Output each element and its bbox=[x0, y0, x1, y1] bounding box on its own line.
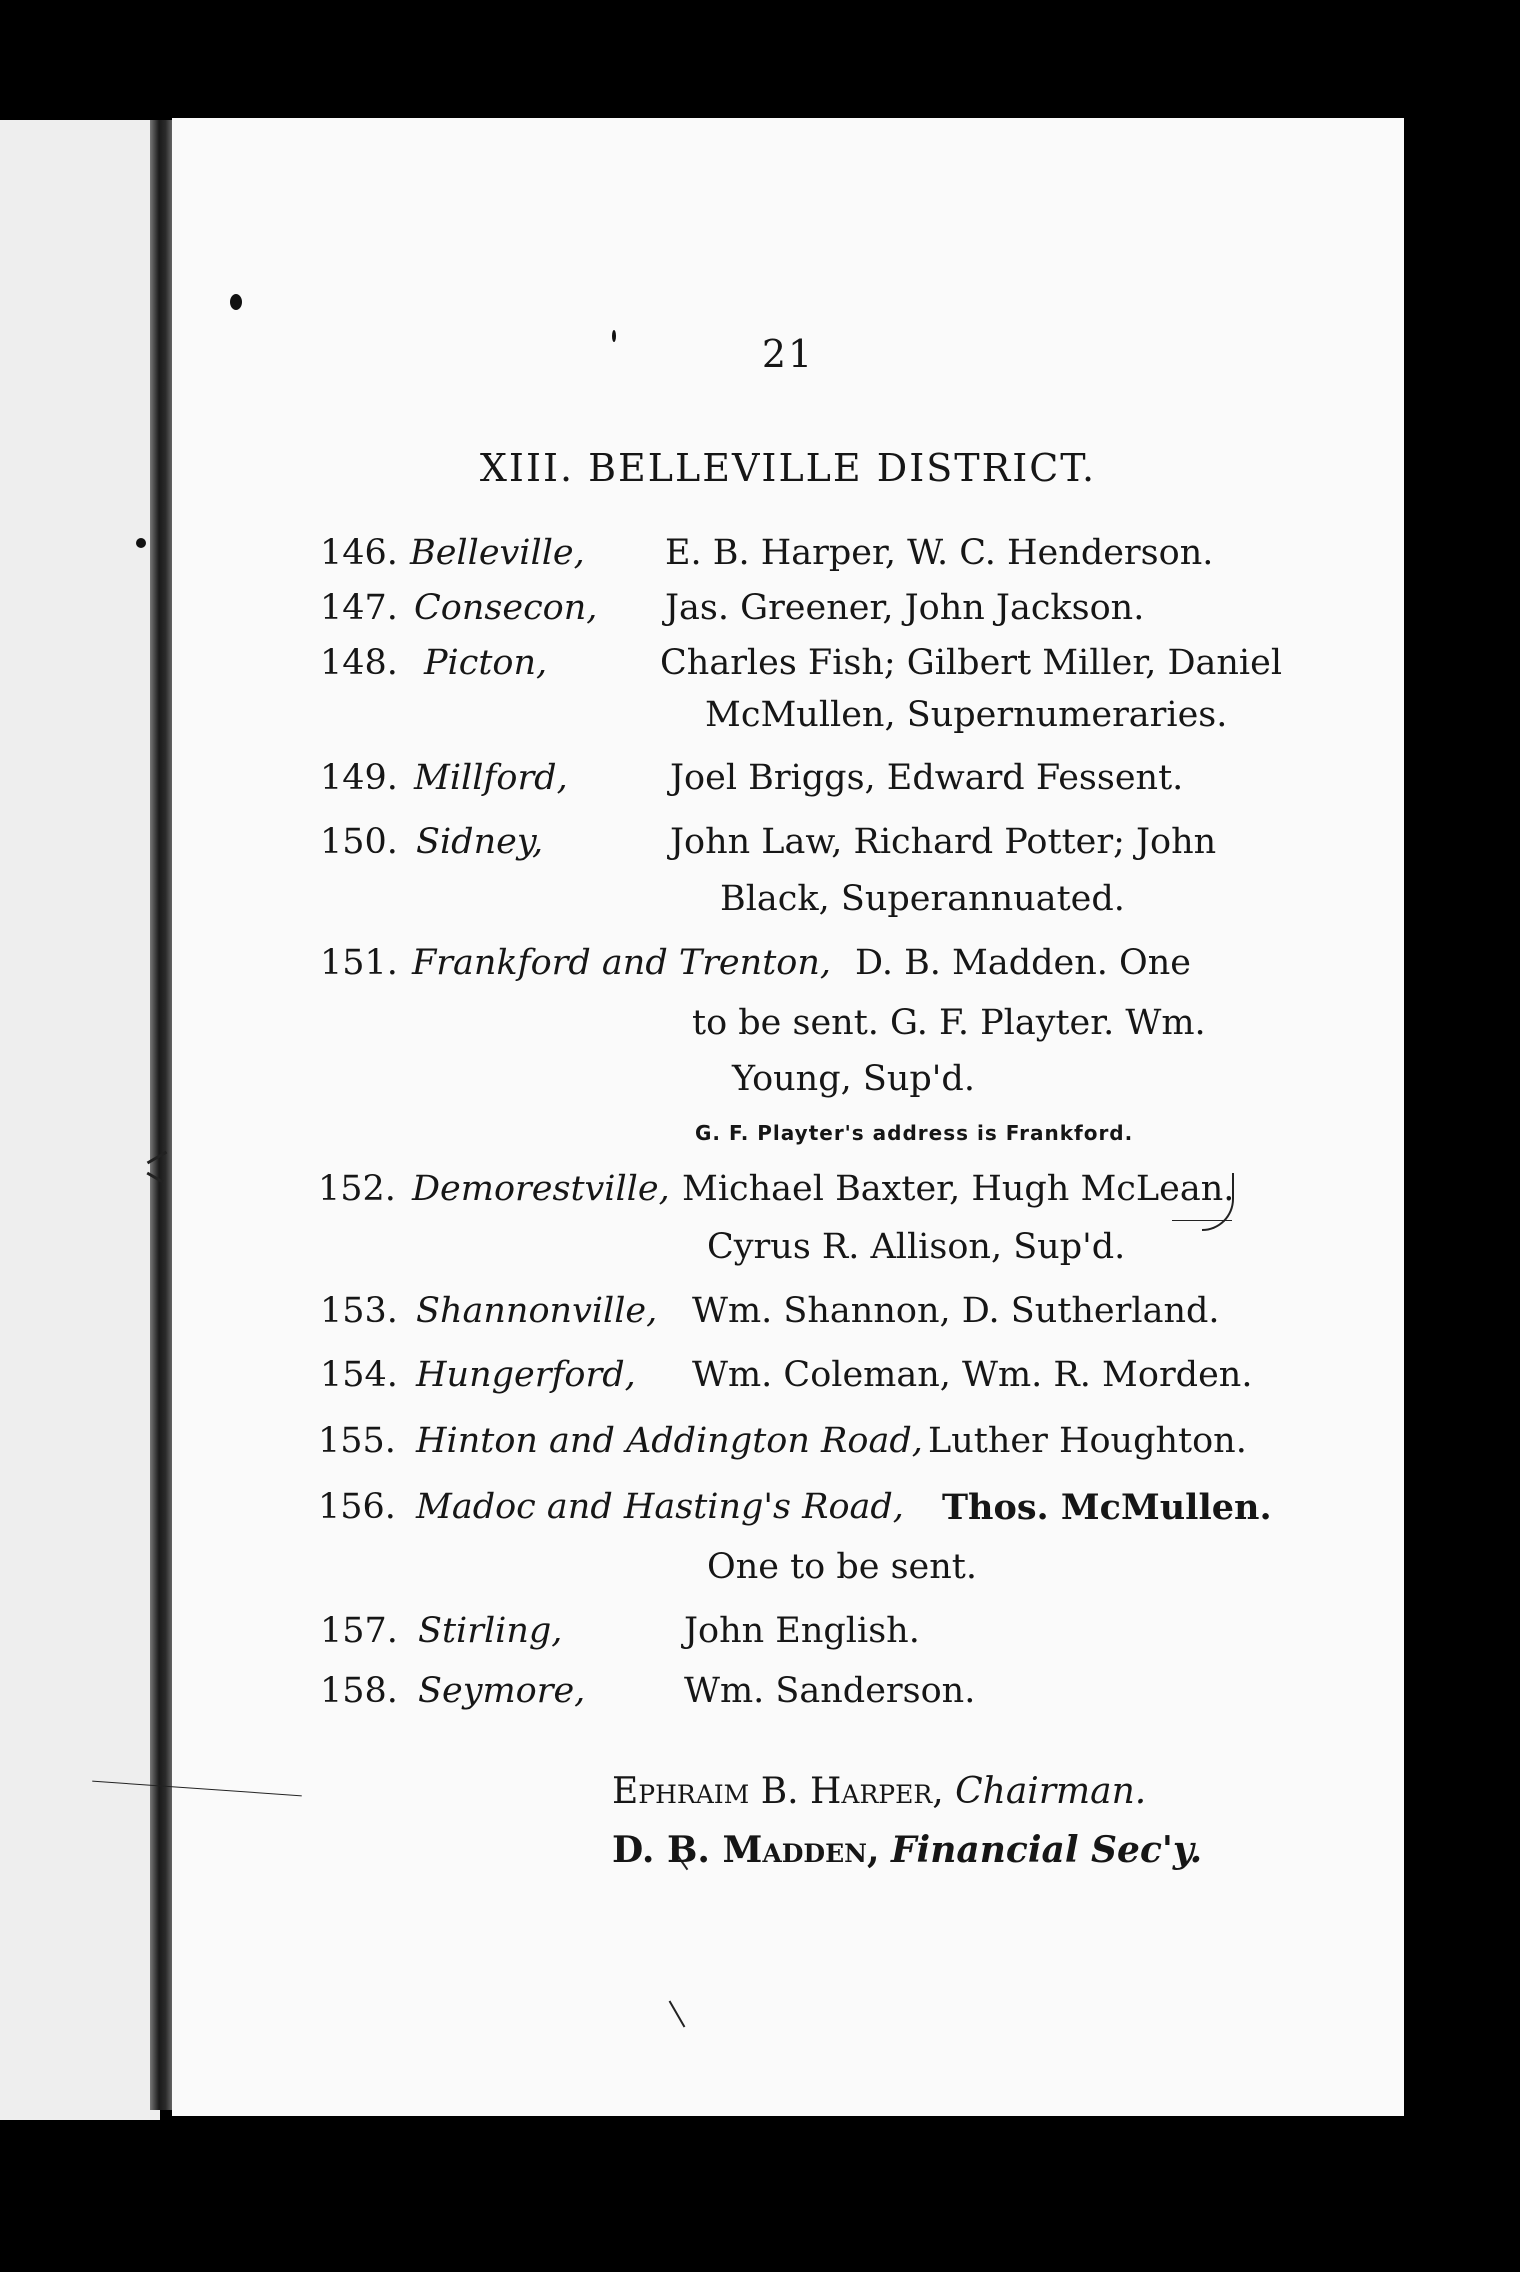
entry-ministers: D. B. Madden. One bbox=[855, 943, 1192, 983]
signature-name: Ephraim B. Harper, bbox=[612, 1771, 944, 1812]
entry-number: 148. bbox=[320, 643, 398, 683]
entry-number: 154. bbox=[320, 1355, 398, 1395]
entry-place: Hungerford, bbox=[416, 1355, 636, 1395]
entry-place: Picton, bbox=[424, 643, 548, 683]
page-number: 21 bbox=[761, 332, 815, 376]
entry-continuation: Black, Superannuated. bbox=[720, 879, 1125, 919]
entry-number: 153. bbox=[320, 1291, 398, 1331]
entry-number: 151. bbox=[320, 943, 398, 983]
entry-continuation: to be sent. G. F. Playter. Wm. bbox=[692, 1003, 1206, 1043]
district-heading: XIII. BELLEVILLE DISTRICT. bbox=[479, 446, 1097, 490]
entry-ministers: Joel Briggs, Edward Fessent. bbox=[670, 758, 1184, 798]
entry-place: Hinton and Addington Road, bbox=[416, 1421, 923, 1461]
book-page bbox=[172, 118, 1404, 2116]
ink-spot bbox=[230, 294, 242, 310]
entry-place: Millford, bbox=[414, 758, 568, 798]
entry-continuation: Young, Sup'd. bbox=[732, 1059, 975, 1099]
facing-page bbox=[0, 120, 160, 2120]
pencil-mark bbox=[669, 2001, 686, 2028]
entry-ministers: Wm. Shannon, D. Sutherland. bbox=[692, 1291, 1220, 1331]
entry-place: Demorestville, bbox=[412, 1169, 670, 1209]
entry-place: Shannonville, bbox=[416, 1291, 658, 1331]
entry-continuation: McMullen, Supernumeraries. bbox=[705, 695, 1228, 735]
entry-ministers: John English. bbox=[684, 1611, 920, 1651]
entry-number: 157. bbox=[320, 1611, 398, 1651]
entry-ministers: E. B. Harper, W. C. Henderson. bbox=[665, 533, 1214, 573]
entry-place: Madoc and Hasting's Road, bbox=[416, 1487, 904, 1527]
entry-place: Sidney, bbox=[416, 822, 544, 862]
entry-place: Stirling, bbox=[418, 1611, 563, 1651]
signature-chairman bbox=[612, 1771, 1147, 1812]
entry-number: 150. bbox=[320, 822, 398, 862]
entry-place: Frankford and Trenton, bbox=[412, 943, 831, 983]
entry-ministers: John Law, Richard Potter; John bbox=[670, 822, 1217, 862]
signature-title: Chairman. bbox=[955, 1771, 1147, 1812]
signature-name: D. B. Madden, bbox=[612, 1829, 880, 1871]
signature-title: Financial Sec'y. bbox=[891, 1829, 1203, 1871]
entry-continuation: One to be sent. bbox=[707, 1547, 977, 1587]
entry-continuation: Cyrus R. Allison, Sup'd. bbox=[707, 1227, 1126, 1267]
entry-ministers: Wm. Sanderson. bbox=[684, 1671, 976, 1711]
entry-ministers: Wm. Coleman, Wm. R. Morden. bbox=[692, 1355, 1253, 1395]
entry-number: 152. bbox=[318, 1169, 396, 1209]
entry-number: 146. bbox=[320, 533, 398, 573]
entry-place: Consecon, bbox=[414, 588, 598, 628]
entry-ministers: Jas. Greener, John Jackson. bbox=[665, 588, 1145, 628]
entry-number: 149. bbox=[320, 758, 398, 798]
signature-secretary bbox=[612, 1829, 1203, 1871]
entry-note: G. F. Playter's address is Frankford. bbox=[695, 1121, 1134, 1145]
pencil-line bbox=[1172, 1220, 1232, 1221]
ink-spot bbox=[136, 538, 146, 548]
entry-number: 156. bbox=[318, 1487, 396, 1527]
entry-place: Belleville, bbox=[410, 533, 585, 573]
entry-number: 158. bbox=[320, 1671, 398, 1711]
entry-number: 147. bbox=[320, 588, 398, 628]
entry-ministers: Charles Fish; Gilbert Miller, Daniel bbox=[660, 643, 1283, 683]
entry-ministers: Luther Houghton. bbox=[928, 1421, 1247, 1461]
entry-place: Seymore, bbox=[418, 1671, 586, 1711]
entry-ministers: Thos. McMullen. bbox=[942, 1487, 1272, 1528]
entry-number: 155. bbox=[318, 1421, 396, 1461]
entry-ministers: Michael Baxter, Hugh McLean. bbox=[682, 1169, 1235, 1209]
